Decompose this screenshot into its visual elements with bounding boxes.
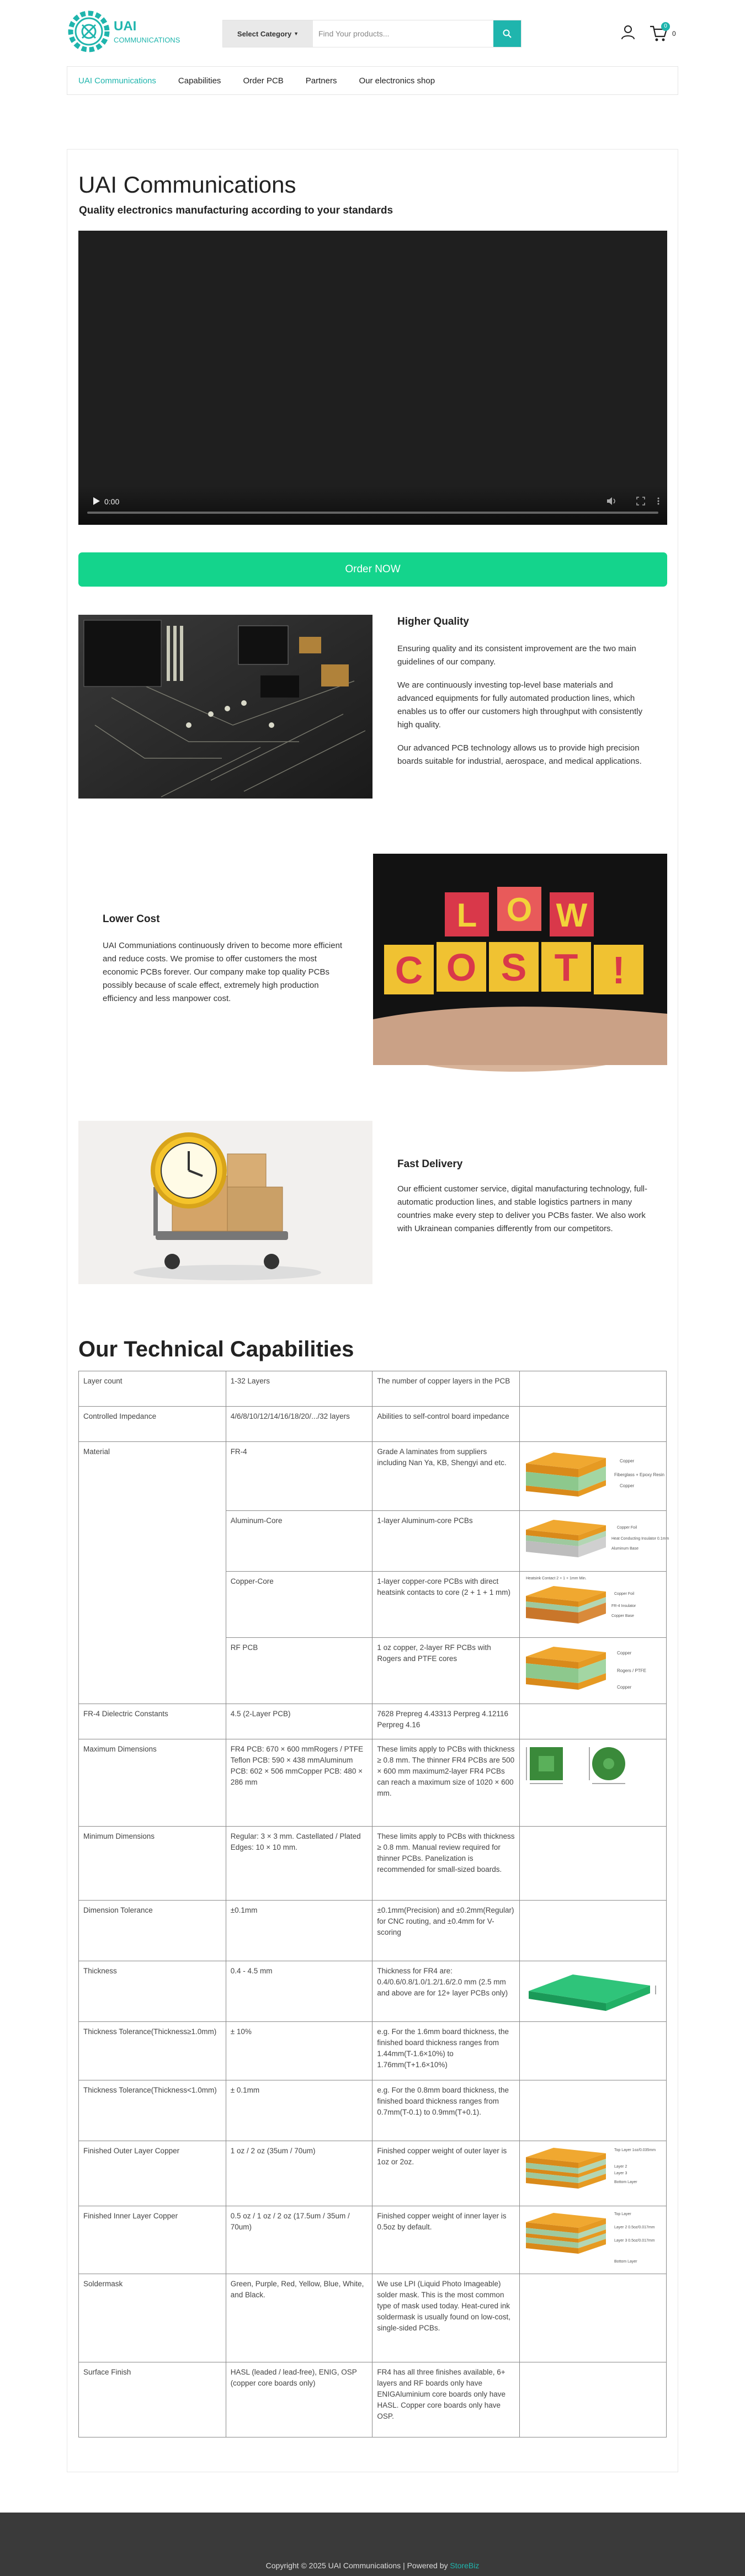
footer-text: Copyright © 2025 UAI Communications | Powered by bbox=[265, 2561, 448, 2570]
fullscreen-icon[interactable] bbox=[637, 497, 645, 505]
logo-title: UAI bbox=[114, 18, 137, 34]
stackup-label: Copper bbox=[619, 1459, 635, 1463]
stackup-label: Layer 2 0.5oz/0.017mm bbox=[614, 2226, 655, 2229]
table-row bbox=[79, 2362, 667, 2437]
cap-note: Abilities to self-control board impedance bbox=[372, 1407, 520, 1442]
cap-value: 1 oz / 2 oz (35um / 70um) bbox=[226, 2141, 372, 2206]
cap-image-cell bbox=[519, 1371, 666, 1407]
cap-value: ± 10% bbox=[226, 2022, 372, 2080]
site-logo[interactable] bbox=[67, 10, 180, 53]
stackup-label: Copper bbox=[616, 1685, 632, 1690]
cap-name: Soldermask bbox=[79, 2274, 226, 2362]
cap-image-cell bbox=[519, 1572, 666, 1638]
nav-item-uai-communications[interactable]: UAI Communications bbox=[78, 76, 156, 86]
cap-value: FR-4 bbox=[226, 1442, 372, 1511]
cap-image-cell bbox=[519, 1739, 666, 1827]
feature-text-lower-cost bbox=[103, 939, 351, 1015]
cap-note: We use LPI (Liquid Photo Imageable) solder mask. This is the most common type of mask used today. Heat-cured ink soldermask is usually found on low-cost, single-sided PCBs. bbox=[372, 2274, 520, 2362]
stackup-label: Copper Foil bbox=[614, 1592, 635, 1596]
volume-icon[interactable] bbox=[607, 497, 617, 505]
capabilities-table bbox=[78, 1371, 667, 2437]
outer-copper-stackup-diagram bbox=[523, 2143, 662, 2199]
pcb-chips-image bbox=[78, 615, 372, 799]
cap-value: 0.4 - 4.5 mm bbox=[226, 1961, 372, 2022]
cap-note: Finished copper weight of outer layer is 1oz or 2oz. bbox=[372, 2141, 520, 2206]
feature-text-higher-quality bbox=[397, 642, 648, 778]
cap-value: RF PCB bbox=[226, 1638, 372, 1704]
stackup-label: Copper Foil bbox=[616, 1526, 637, 1530]
cap-image-cell bbox=[519, 1704, 666, 1739]
table-row bbox=[79, 1442, 667, 1511]
feature-paragraph: UAI Communiations continuously driven to become more efficient and reduce costs. We promise to offer customers the most economic PCBs forever. Our company make top quality PCBs possibly because of scale effect, extremely high production efficiency and less manpower cost. bbox=[103, 941, 343, 1003]
aluminum-core-stackup-diagram bbox=[523, 1513, 669, 1566]
cap-name: Layer count bbox=[79, 1371, 226, 1407]
low-cost-blocks-image bbox=[373, 854, 667, 1065]
video-progress-bar[interactable] bbox=[87, 512, 658, 514]
stackup-label: Layer 3 bbox=[614, 2171, 627, 2175]
cap-value: Regular: 3 × 3 mm. Castellated / Plated Edges: 10 × 10 mm. bbox=[226, 1827, 372, 1901]
stackup-label: Copper bbox=[616, 1651, 632, 1656]
logo-subtitle: COMMUNICATIONS bbox=[114, 35, 180, 44]
table-row bbox=[79, 1407, 667, 1442]
feature-paragraph: We are continuously investing top-level base materials and advanced equipments for fully automated production lines, which enables us to offer our customers high throughput with consistently high quality. bbox=[397, 680, 643, 730]
cap-name: Finished Outer Layer Copper bbox=[79, 2141, 226, 2206]
low-letter-l: L bbox=[456, 897, 477, 934]
cap-value: HASL (leaded / lead-free), ENIG, OSP (copper core boards only) bbox=[226, 2362, 372, 2437]
footer bbox=[0, 2513, 745, 2576]
table-row bbox=[79, 2141, 667, 2206]
cap-note: These limits apply to PCBs with thickness ≥ 0.8 mm. Manual review required for thinner PCBs. Panelization is recommended for small-sized boards. bbox=[372, 1827, 520, 1901]
capabilities-title: Our Technical Capabilities bbox=[78, 1337, 354, 1361]
table-row bbox=[79, 1704, 667, 1739]
table-row bbox=[79, 1961, 667, 2022]
cap-name: Dimension Tolerance bbox=[79, 1901, 226, 1961]
delivery-clock-boxes-image bbox=[78, 1121, 372, 1284]
cap-image-cell bbox=[519, 2362, 666, 2437]
table-row bbox=[79, 2080, 667, 2141]
cap-note: ±0.1mm(Precision) and ±0.2mm(Regular) for CNC routing, and ±0.4mm for V-scoring bbox=[372, 1901, 520, 1961]
table-row bbox=[79, 1739, 667, 1827]
cost-letter-s: S bbox=[501, 946, 527, 989]
feature-title-higher-quality: Higher Quality bbox=[397, 616, 469, 627]
feature-title-lower-cost: Lower Cost bbox=[103, 913, 160, 925]
cap-name: Thickness Tolerance(Thickness≥1.0mm) bbox=[79, 2022, 226, 2080]
low-letter-w: W bbox=[556, 897, 588, 934]
cap-image-cell bbox=[519, 1638, 666, 1704]
feature-paragraph: Our advanced PCB technology allows us to provide high precision boards suitable for industrial, aerospace, and medical applications. bbox=[397, 743, 642, 766]
cap-note: Thickness for FR4 are: 0.4/0.6/0.8/1.0/1.2/1.6/2.0 mm (2.5 mm and above are for 12+ layer PCBs only) bbox=[372, 1961, 520, 2022]
cap-name: Maximum Dimensions bbox=[79, 1739, 226, 1827]
cap-value: Green, Purple, Red, Yellow, Blue, White, and Black. bbox=[226, 2274, 372, 2362]
caret-down-icon: ▼ bbox=[294, 31, 299, 36]
table-row bbox=[79, 1901, 667, 1961]
cart-button[interactable] bbox=[649, 22, 677, 42]
stackup-label: Copper Base bbox=[611, 1614, 634, 1618]
cap-value: ± 0.1mm bbox=[226, 2080, 372, 2141]
copper-core-stackup-diagram bbox=[523, 1574, 662, 1632]
cap-value: 4.5 (2-Layer PCB) bbox=[226, 1704, 372, 1739]
nav-item-capabilities[interactable]: Capabilities bbox=[178, 76, 221, 86]
cap-note: 7628 Prepreg 4.43313 Perpreg 4.12116 Perpreg 4.16 bbox=[372, 1704, 520, 1739]
cap-name: Finished Inner Layer Copper bbox=[79, 2206, 226, 2274]
stackup-label: Bottom Layer bbox=[614, 2180, 637, 2184]
cap-image-cell bbox=[519, 2206, 666, 2274]
cap-name: Controlled Impedance bbox=[79, 1407, 226, 1442]
stackup-label: Rogers / PTFE bbox=[616, 1668, 646, 1673]
cap-note: 1-layer copper-core PCBs with direct heatsink contacts to core (2 + 1 + 1 mm) bbox=[372, 1572, 520, 1638]
cap-note: FR4 has all three finishes available, 6+ layers and RF boards only have ENIGAluminium core boards only have HASL. Copper core boards only have OSP. bbox=[372, 2362, 520, 2437]
cart-count: 0 bbox=[672, 30, 676, 38]
more-options-icon[interactable] bbox=[657, 497, 659, 505]
cap-image-cell bbox=[519, 1961, 666, 2022]
cost-letter-exclaim: ! bbox=[612, 949, 625, 992]
cap-image-cell bbox=[519, 2080, 666, 2141]
cap-note: 1-layer Aluminum-core PCBs bbox=[372, 1511, 520, 1572]
search-button[interactable] bbox=[493, 20, 521, 47]
main-content bbox=[67, 149, 678, 2472]
stackup-label: Copper bbox=[619, 1483, 635, 1488]
pcb-thickness-diagram bbox=[523, 1963, 662, 2016]
cap-image-cell bbox=[519, 2022, 666, 2080]
feature-paragraph: Our efficient customer service, digital manufacturing technology, full-automatic production lines, and stable logistics partners in many countries make every step to deliver you PCBs faster. We also work with Ukrainean companies differently from our competitors. bbox=[397, 1184, 647, 1233]
table-row bbox=[79, 2274, 667, 2362]
video-player[interactable] bbox=[78, 231, 667, 525]
logo-gear-icon bbox=[67, 10, 110, 53]
fr4-stackup-diagram bbox=[523, 1444, 662, 1505]
cap-note: e.g. For the 1.6mm board thickness, the finished board thickness ranges from 1.44mm(T-1.6×10%) to 1.76mm(T+1.6×10%) bbox=[372, 2022, 520, 2080]
cap-value: 4/6/8/10/12/14/16/18/20/.../32 layers bbox=[226, 1407, 372, 1442]
cap-value: 1-32 Layers bbox=[226, 1371, 372, 1407]
cap-image-cell bbox=[519, 1511, 669, 1572]
cap-note: 1 oz copper, 2-layer RF PCBs with Rogers and PTFE cores bbox=[372, 1638, 520, 1704]
cost-letter-c: C bbox=[395, 949, 423, 992]
cap-image-cell bbox=[519, 2141, 666, 2206]
cap-image-cell bbox=[519, 2274, 666, 2362]
stackup-label: Layer 3 0.5oz/0.017mm bbox=[614, 2239, 655, 2243]
header bbox=[0, 0, 745, 66]
cap-note: e.g. For the 0.8mm board thickness, the finished board thickness ranges from 0.7mm(T-0.1) to 0.9mm(T+0.1). bbox=[372, 2080, 520, 2141]
cap-note: These limits apply to PCBs with thickness ≥ 0.8 mm. The thinner FR4 PCBs are 500 × 600 mm maximum2-layer FR4 PCBs can reach a maximum size of 1020 × 600 mm. bbox=[372, 1739, 520, 1827]
cap-image-cell bbox=[519, 1407, 666, 1442]
low-letter-o: O bbox=[506, 891, 533, 928]
cap-value: Aluminum-Core bbox=[226, 1511, 372, 1572]
stackup-label: Heatsink Contact 2 + 1 + 1mm Min. bbox=[525, 1577, 587, 1580]
cap-value: FR4 PCB: 670 × 600 mmRogers / PTFE Teflon PCB: 590 × 438 mmAluminum PCB: 602 × 506 mmCopper PCB: 480 × 286 mm bbox=[226, 1739, 372, 1827]
category-label: Select Category bbox=[237, 29, 292, 38]
cap-note: The number of copper layers in the PCB bbox=[372, 1371, 520, 1407]
stackup-label: Bottom Layer bbox=[614, 2260, 637, 2264]
cap-name: FR-4 Dielectric Constants bbox=[79, 1704, 226, 1739]
stackup-label: FR-4 Insulator bbox=[611, 1604, 636, 1608]
nav-item-partners[interactable]: Partners bbox=[305, 76, 337, 86]
cost-letter-o: O bbox=[446, 946, 477, 989]
cart-badge: 0 bbox=[661, 22, 670, 31]
search-bar bbox=[222, 20, 522, 47]
page-title: UAI Communications bbox=[78, 172, 296, 198]
select-category-button[interactable] bbox=[223, 20, 313, 47]
footer-brand-link[interactable]: StoreBiz bbox=[450, 2561, 480, 2570]
table-row bbox=[79, 2022, 667, 2080]
feature-paragraph: Ensuring quality and its consistent improvement are the two main guidelines of our company. bbox=[397, 644, 636, 667]
inner-copper-stackup-diagram bbox=[523, 2208, 662, 2268]
page-subtitle: Quality electronics manufacturing according to your standards bbox=[79, 205, 393, 216]
stackup-label: Top Layer 1oz/0.035mm bbox=[614, 2148, 656, 2152]
cost-letter-t: T bbox=[554, 946, 578, 989]
cap-image-cell bbox=[519, 1901, 666, 1961]
cap-name: Surface Finish bbox=[79, 2362, 226, 2437]
stackup-label: Fiberglass + Epoxy Resin bbox=[614, 1472, 664, 1477]
search-icon bbox=[503, 29, 512, 38]
cap-value: Copper-Core bbox=[226, 1572, 372, 1638]
cap-image-cell bbox=[519, 1827, 666, 1901]
table-row bbox=[79, 2206, 667, 2274]
footer-copyright bbox=[0, 2561, 745, 2570]
cap-note: Grade A laminates from suppliers including Nan Ya, KB, Shengyi and etc. bbox=[372, 1442, 520, 1511]
cap-note: Finished copper weight of inner layer is 0.5oz by default. bbox=[372, 2206, 520, 2274]
stackup-label: Layer 2 bbox=[614, 2165, 627, 2169]
cap-name: Thickness Tolerance(Thickness<1.0mm) bbox=[79, 2080, 226, 2141]
user-account-icon[interactable] bbox=[620, 24, 636, 40]
cap-name: Minimum Dimensions bbox=[79, 1827, 226, 1901]
stackup-label: Heat Conducting Insulator 0.1mm bbox=[611, 1537, 669, 1541]
video-controls bbox=[78, 486, 667, 525]
rf-pcb-stackup-diagram bbox=[523, 1640, 662, 1698]
stackup-label: Top Layer bbox=[614, 2212, 631, 2216]
cap-image-cell bbox=[519, 1442, 666, 1511]
search-input[interactable] bbox=[313, 20, 493, 47]
nav-item-electronics-shop[interactable]: Our electronics shop bbox=[359, 76, 435, 86]
cap-value: 0.5 oz / 1 oz / 2 oz (17.5um / 35um / 70um) bbox=[226, 2206, 372, 2274]
table-row bbox=[79, 1827, 667, 1901]
max-dimensions-diagram bbox=[523, 1742, 662, 1786]
order-now-button[interactable]: Order NOW bbox=[78, 552, 667, 587]
table-row bbox=[79, 1371, 667, 1407]
feature-title-fast-delivery: Fast Delivery bbox=[397, 1158, 463, 1170]
nav-item-order-pcb[interactable]: Order PCB bbox=[243, 76, 284, 86]
stackup-label: Aluminum Base bbox=[611, 1547, 638, 1551]
cap-value: ±0.1mm bbox=[226, 1901, 372, 1961]
cap-name: Thickness bbox=[79, 1961, 226, 2022]
video-time: 0:00 bbox=[104, 497, 120, 506]
feature-text-fast-delivery bbox=[397, 1183, 648, 1246]
main-nav bbox=[67, 66, 678, 95]
cap-name: Material bbox=[79, 1442, 226, 1704]
play-icon[interactable] bbox=[93, 497, 100, 505]
